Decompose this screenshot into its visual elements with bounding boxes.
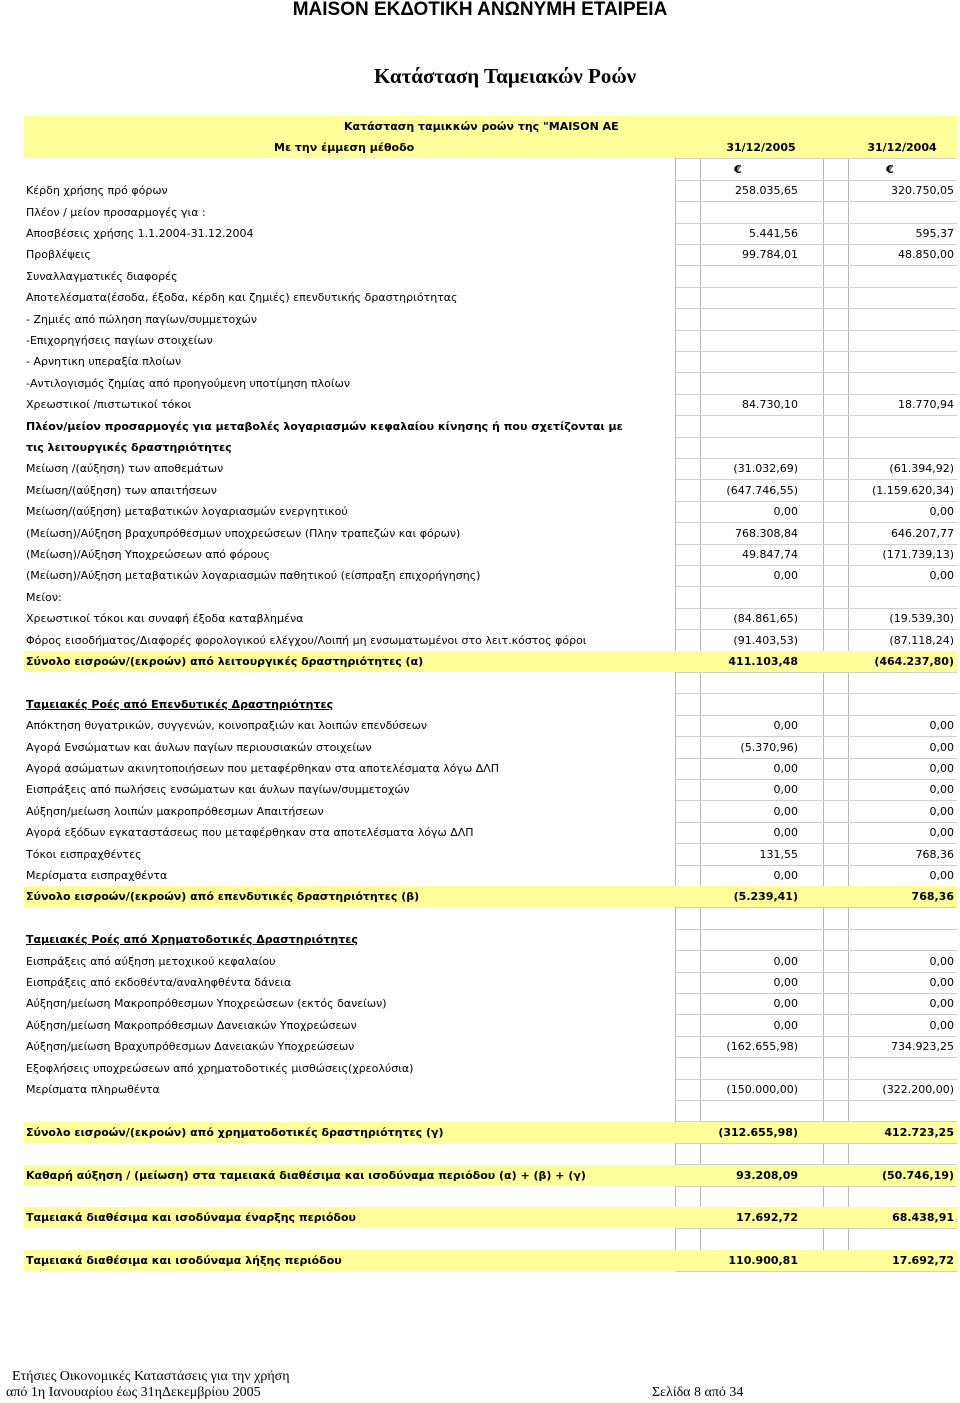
table-row xyxy=(24,737,957,758)
table-row xyxy=(24,116,957,137)
table-row xyxy=(24,394,957,415)
value-2005: 0,00 xyxy=(773,783,798,796)
value-2005: (162.655,98) xyxy=(726,1040,798,1053)
value-2005: 0,00 xyxy=(773,505,798,518)
table-row xyxy=(24,715,957,736)
table-row xyxy=(24,1250,957,1271)
value-2004: 0,00 xyxy=(929,762,954,775)
table-row xyxy=(24,351,957,372)
row-label: (Μείωση)/Αύξηση βραχυπρόθεσμων υποχρεώσεων (Πλην τραπεζών και φόρων) xyxy=(26,527,461,540)
value-2005: (31.032,69) xyxy=(733,462,798,475)
row-label: Χρεωστικοί /πιστωτικοί τόκοι xyxy=(26,398,192,411)
value-2005: 49.847,74 xyxy=(742,548,798,561)
value-2005: 768.308,84 xyxy=(735,527,798,540)
value-2004: 0,00 xyxy=(929,719,954,732)
row-label: - Αρνητικη υπεραξία πλοίων xyxy=(26,355,182,368)
value-2005: 31/12/2005 xyxy=(726,141,796,154)
table-row xyxy=(24,458,957,479)
table-row xyxy=(24,672,957,693)
table-row xyxy=(24,180,957,201)
value-2005: 411.103,48 xyxy=(728,655,798,668)
row-label: Αγορά Ενσώματων και άυλων παγίων περιουσιακών στοιχείων xyxy=(26,741,372,754)
table-row xyxy=(24,1100,957,1121)
table-row xyxy=(24,137,957,158)
row-label: - Ζημιές από πώληση παγίων/συμμετοχών xyxy=(26,313,257,326)
table-row xyxy=(24,865,957,886)
table-row xyxy=(24,1229,957,1250)
table-row xyxy=(24,544,957,565)
table-row xyxy=(24,287,957,308)
table-row xyxy=(24,309,957,330)
value-2004: (19.539,30) xyxy=(889,612,954,625)
value-2005: (150.000,00) xyxy=(726,1083,798,1096)
value-2005: 0,00 xyxy=(773,997,798,1010)
row-label: Τόκοι εισπραχθέντες xyxy=(26,848,142,861)
row-label: Φόρος εισοδήματος/Διαφορές φορολογικού ελέγχου/Λοιπή μη ενσωματωμένοι στο λειτ.κόστος φόροι xyxy=(26,634,587,647)
table-row xyxy=(24,801,957,822)
row-label: Αγορά εξόδων εγκαταστάσεως που μεταφέρθηκαν στα αποτελέσματα λόγω ΔΛΠ xyxy=(26,826,474,839)
value-2005: (5.239,41) xyxy=(733,890,798,903)
row-label: Ταμειακά διαθέσιμα και ισοδύναμα λήξης περιόδου xyxy=(26,1254,342,1267)
value-2004: (50.746,19) xyxy=(882,1169,954,1182)
table-row xyxy=(24,1058,957,1079)
value-2005: 110.900,81 xyxy=(728,1254,798,1267)
value-2005: 93.208,09 xyxy=(736,1169,798,1182)
page-title: Κατάσταση Ταμειακών Ροών xyxy=(373,64,637,88)
value-2004: 320.750,05 xyxy=(891,184,954,197)
row-label: Προβλέψεις xyxy=(26,248,91,261)
value-2004: 768,36 xyxy=(911,890,954,903)
value-2004: 0,00 xyxy=(929,955,954,968)
row-label: Αύξηση/μείωση λοιπών μακροπρόθεσμων Απαιτήσεων xyxy=(26,805,324,818)
value-2005: 17.692,72 xyxy=(736,1211,798,1224)
table-row xyxy=(24,758,957,779)
table-row xyxy=(24,587,957,608)
table-row xyxy=(24,844,957,865)
value-2005: 99.784,01 xyxy=(742,248,798,261)
cash-flow-table xyxy=(24,116,957,1266)
value-2004: € xyxy=(886,163,894,176)
row-label: Μείον: xyxy=(26,591,62,604)
page-number: Σελίδα 8 από 34 xyxy=(652,1385,744,1400)
value-2004: 31/12/2004 xyxy=(867,141,937,154)
value-2004: 734.923,25 xyxy=(891,1040,954,1053)
value-2005: (312.655,98) xyxy=(718,1126,798,1139)
table-row xyxy=(24,972,957,993)
table-row xyxy=(24,822,957,843)
row-label: -Αντιλογισμός ζημίας από προηγούμενη υποτίμηση πλοίων xyxy=(26,377,350,390)
row-label: Κατάσταση ταμικκών ροών της "MAISON AE xyxy=(344,120,619,133)
table-row xyxy=(24,266,957,287)
table-row xyxy=(24,437,957,458)
value-2005: (84.861,65) xyxy=(733,612,798,625)
row-label: Ταμειακά διαθέσιμα και ισοδύναμα έναρξης περιόδου xyxy=(26,1211,356,1224)
row-label: Εισπράξεις από εκδοθέντα/αναληφθέντα δάνεια xyxy=(26,976,292,989)
row-label: Αποτελέσματα(έσοδα, έξοδα, κέρδη και ζημιές) επενδυτικής δραστηριότητας xyxy=(26,291,458,304)
row-label: (Μείωση)/Αύξηση μεταβατικών λογαριασμών παθητικού (είσπραξη επιχορήγησης) xyxy=(26,569,481,582)
row-label: Σύνολο εισροών/(εκροών) από χρηματοδοτικές δραστηριότητες (γ) xyxy=(26,1126,444,1139)
table-row xyxy=(24,608,957,629)
table-row xyxy=(24,1207,957,1228)
row-label: Μείωση/(αύξηση) των απαιτήσεων xyxy=(26,484,217,497)
row-label: Χρεωστικοί τόκοι και συναφή έξοδα καταβλημένα xyxy=(26,612,304,625)
company-header: MAISON ΕΚΔΟΤΙΚΗ ΑΝΩΝΥΜΗ ΕΤΑΙΡΕΙΑ xyxy=(292,0,668,20)
row-gridline xyxy=(676,1271,957,1272)
table-row xyxy=(24,244,957,265)
value-2005: € xyxy=(734,163,742,176)
value-2004: (61.394,92) xyxy=(889,462,954,475)
row-label: Πλέον / μείον προσαρμογές για : xyxy=(26,206,206,219)
row-label: Μείωση /(αύξηση) των αποθεμάτων xyxy=(26,462,224,475)
value-2004: 48.850,00 xyxy=(898,248,954,261)
value-2005: (647.746,55) xyxy=(726,484,798,497)
value-2004: (464.237,80) xyxy=(874,655,954,668)
row-label: Αποσβέσεις χρήσης 1.1.2004-31.12.2004 xyxy=(26,227,254,240)
table-row xyxy=(24,1079,957,1100)
row-label: Συναλλαγματικές διαφορές xyxy=(26,270,178,283)
value-2005: 131,55 xyxy=(759,848,798,861)
value-2005: 0,00 xyxy=(773,805,798,818)
row-label: Απόκτηση θυγατρικών, συγγενών, κοινοπραξιών και λοιπών επενδύσεων xyxy=(26,719,427,732)
value-2005: 0,00 xyxy=(773,719,798,732)
table-row xyxy=(24,373,957,394)
table-row xyxy=(24,651,957,672)
value-2004: 68.438,91 xyxy=(892,1211,954,1224)
row-label: Μερίσματα εισπραχθέντα xyxy=(26,869,168,882)
row-label: Αύξηση/μείωση Μακροπρόθεσμων Υποχρεώσεων (εκτός δανείων) xyxy=(26,997,387,1010)
table-row xyxy=(24,1143,957,1164)
table-row xyxy=(24,501,957,522)
table-row xyxy=(24,159,957,180)
value-2004: 412.723,25 xyxy=(884,1126,954,1139)
row-label: Κέρδη χρήσης πρό φόρων xyxy=(26,184,168,197)
table-row xyxy=(24,416,957,437)
row-label: (Μείωση)/Αύξηση Υποχρεώσεων από φόρους xyxy=(26,548,270,561)
value-2004: 0,00 xyxy=(929,805,954,818)
row-label: Ταμειακές Ροές από Επενδυτικές Δραστηριότητες xyxy=(26,698,334,711)
table-row xyxy=(24,480,957,501)
table-row xyxy=(24,523,957,544)
table-row xyxy=(24,779,957,800)
value-2004: 595,37 xyxy=(915,227,954,240)
value-2004: 0,00 xyxy=(929,869,954,882)
value-2004: 0,00 xyxy=(929,569,954,582)
table-row xyxy=(24,630,957,651)
value-2005: 0,00 xyxy=(773,1019,798,1032)
row-label: Αύξηση/μείωση Βραχυπρόθεσμων Δανειακών Υποχρεώσεων xyxy=(26,1040,355,1053)
row-label: Μερίσματα πληρωθέντα xyxy=(26,1083,160,1096)
value-2005: 0,00 xyxy=(773,762,798,775)
value-2005: 0,00 xyxy=(773,955,798,968)
value-2005: (5.370,96) xyxy=(740,741,798,754)
value-2005: (91.403,53) xyxy=(733,634,798,647)
table-row xyxy=(24,223,957,244)
row-label: Μείωση/(αύξηση) μεταβατικών λογαριασμών ενεργητικού xyxy=(26,505,348,518)
table-row xyxy=(24,993,957,1014)
value-2004: 0,00 xyxy=(929,1019,954,1032)
row-label: Αύξηση/μείωση Μακροπρόθεσμων Δανειακών Υποχρεώσεων xyxy=(26,1019,357,1032)
table-row xyxy=(24,908,957,929)
table-row xyxy=(24,330,957,351)
value-2005: 5.441,56 xyxy=(749,227,798,240)
value-2004: 0,00 xyxy=(929,997,954,1010)
row-label: τις λειτουργικές δραστηριότητες xyxy=(26,441,232,454)
value-2004: 0,00 xyxy=(929,505,954,518)
value-2004: (87.118,24) xyxy=(889,634,954,647)
value-2005: 0,00 xyxy=(773,976,798,989)
value-2005: 0,00 xyxy=(773,826,798,839)
value-2004: 0,00 xyxy=(929,741,954,754)
value-2004: (1.159.620,34) xyxy=(871,484,954,497)
table-row xyxy=(24,1036,957,1057)
footer-line-1: Ετήσιες Οικονομικές Καταστάσεις για την χρήση xyxy=(12,1369,290,1384)
row-label: -Επιχορηγήσεις παγίων στοιχείων xyxy=(26,334,213,347)
row-label: Ταμειακές Ροές από Χρηματοδοτικές Δραστηριότητες xyxy=(26,933,358,946)
value-2004: 646.207,77 xyxy=(891,527,954,540)
row-label: Εξοφλήσεις υποχρεώσεων από χρηματοδοτικές μισθώσεις(χρεολύσια) xyxy=(26,1062,414,1075)
value-2004: 768,36 xyxy=(915,848,954,861)
table-row xyxy=(24,565,957,586)
row-label: Σύνολο εισροών/(εκροών) από λειτουργικές δραστηριότητες (α) xyxy=(26,655,424,668)
row-label: Αγορά ασώματων ακινητοποιήσεων που μεταφέρθηκαν στα αποτελέσματα λόγω ΔΛΠ xyxy=(26,762,500,775)
row-label: Με την έμμεση μέθοδο xyxy=(274,141,415,154)
value-2005: 84.730,10 xyxy=(742,398,798,411)
value-2004: (322.200,00) xyxy=(882,1083,954,1096)
value-2004: 0,00 xyxy=(929,783,954,796)
value-2004: 18.770,94 xyxy=(898,398,954,411)
value-2004: 0,00 xyxy=(929,826,954,839)
table-row xyxy=(24,951,957,972)
value-2004: (171.739,13) xyxy=(882,548,954,561)
table-row xyxy=(24,694,957,715)
table-row xyxy=(24,1186,957,1207)
table-row xyxy=(24,886,957,907)
value-2005: 0,00 xyxy=(773,569,798,582)
table-row xyxy=(24,1122,957,1143)
table-row xyxy=(24,929,957,950)
value-2005: 0,00 xyxy=(773,869,798,882)
table-row xyxy=(24,1015,957,1036)
table-row xyxy=(24,202,957,223)
row-label: Σύνολο εισροών/(εκροών) από επενδυτικές δραστηριότητες (β) xyxy=(26,890,420,903)
value-2004: 17.692,72 xyxy=(892,1254,954,1267)
row-label: Εισπράξεις από αύξηση μετοχικού κεφαλαίου xyxy=(26,955,276,968)
table-row xyxy=(24,1165,957,1186)
row-label: Πλέον/μείον προσαρμογές για μεταβολές λογαριασμών κεφαλαίου κίνησης ή που σχετίζονται με xyxy=(26,420,623,433)
value-2004: 0,00 xyxy=(929,976,954,989)
value-2005: 258.035,65 xyxy=(735,184,798,197)
footer-line-2: από 1η Ιανουαρίου έως 31ηΔεκεμβρίου 2005 xyxy=(6,1385,261,1400)
row-label: Καθαρή αύξηση / (μείωση) στα ταμειακά διαθέσιμα και ισοδύναμα περιόδου (α) + (β) + (γ) xyxy=(26,1169,586,1182)
row-label: Εισπράξεις από πωλήσεις ενσώματων και άυλων παγίων/συμμετοχών xyxy=(26,783,410,796)
